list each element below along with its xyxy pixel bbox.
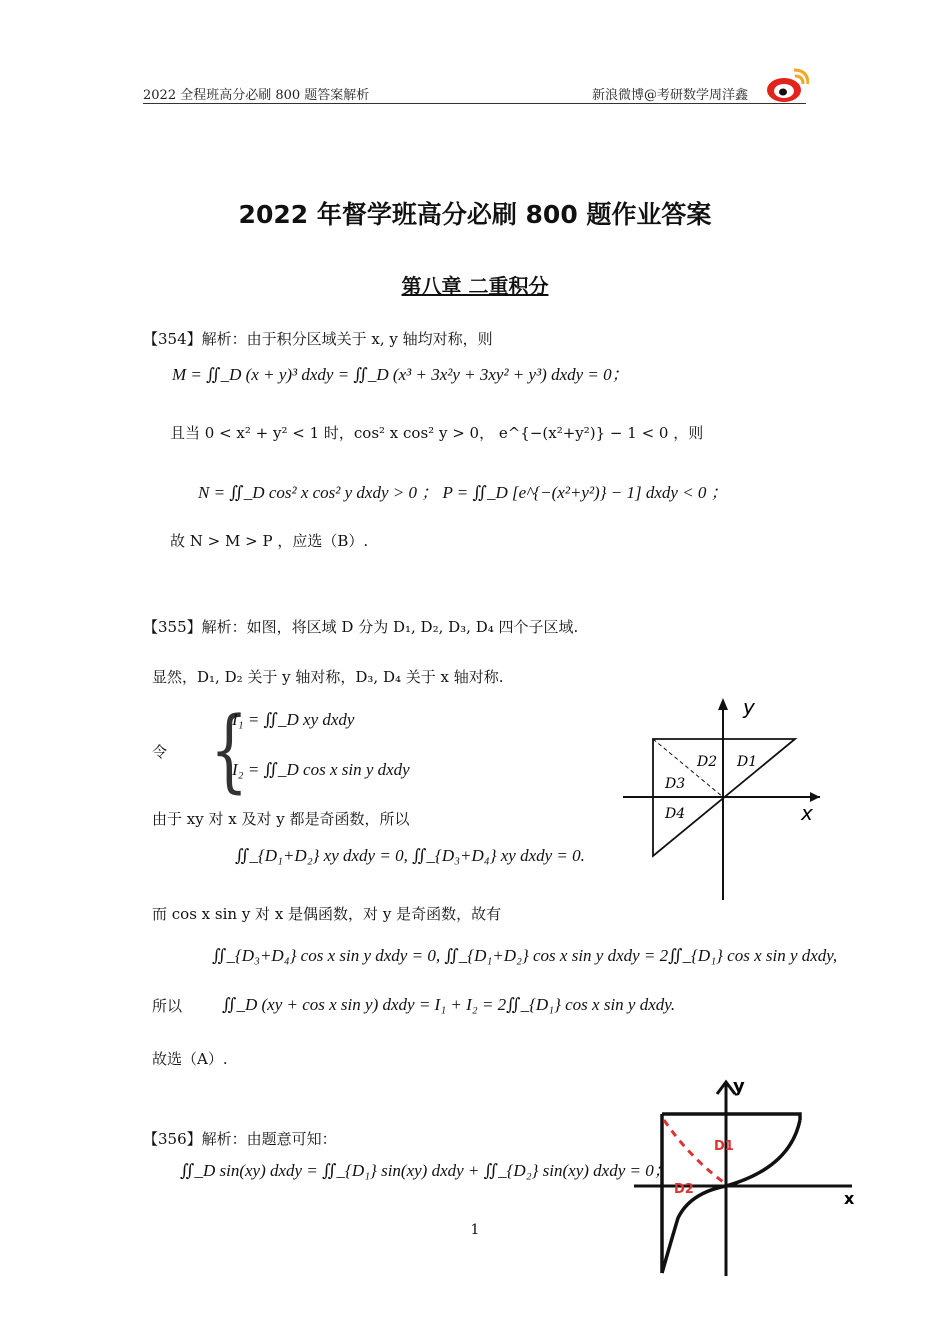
sketch-top-edge (662, 1114, 800, 1120)
fig355-x-label: x (801, 801, 813, 825)
p355-let: 令 (152, 743, 168, 761)
p355-eq3: ∬_{D₁+D₂} xy dxdy = 0, ∬_{D₃+D₄} xy dxdy = 0. (235, 846, 585, 865)
system-brace: { (210, 698, 249, 804)
p354-conclusion: 故 N > M > P ，应选（B）. (170, 532, 369, 550)
p356-eq1: ∬_D sin(xy) dxdy = ∬_{D₁} sin(xy) dxdy + ∬_{D₂} sin(xy) dxdy = 0； (180, 1161, 671, 1180)
p355-symmetry: 显然，D₁, D₂ 关于 y 轴对称，D₃, D₄ 关于 x 轴对称. (152, 668, 504, 686)
page-number: 1 (470, 1222, 480, 1238)
fig356-d1-label: D1 (714, 1139, 734, 1154)
p355-parity: 而 cos x sin y 对 x 是偶函数，对 y 是奇函数，故有 (152, 905, 502, 923)
header-rule (143, 103, 806, 104)
p355-eq5: ∬_D (xy + cos x sin y) dxdy = I₁ + I₂ = 2∬_{D₁} cos x sin y dxdy. (222, 995, 676, 1014)
p355-intro: 【355】解析：如图，将区域 D 分为 D₁, D₂, D₃, D₄ 四个子区域. (143, 618, 579, 636)
chapter-title: 第八章 二重积分 (401, 274, 549, 298)
fig356-y-label: y (733, 1078, 745, 1097)
header-right: 新浪微博@考研数学周洋鑫 (592, 88, 749, 103)
p354-eq1: M = ∬_D (x + y)³ dxdy = ∬_D (x³ + 3x²y + 3xy² + y³) dxdy = 0； (172, 365, 629, 384)
header-left: 2022 全程班高分必刷 800 题答案解析 (143, 88, 370, 103)
fig355-d1-label: D1 (737, 754, 758, 770)
fig355-d4-label: D4 (665, 806, 686, 822)
page-title: 2022 年督学班高分必刷 800 题作业答案 (238, 200, 712, 229)
p355-conclusion: 故选（A）. (152, 1050, 228, 1068)
p355-so: 所以 (152, 997, 183, 1015)
fig356-d2-label: D2 (674, 1182, 694, 1197)
p356-intro: 【356】解析：由题意可知： (143, 1130, 337, 1148)
fig355-d2-label: D2 (697, 754, 718, 770)
p355-i1: I₁ = ∬_D xy dxdy (232, 710, 355, 729)
figure-355-diagram (615, 692, 830, 904)
p355-i2: I₂ = ∬_D cos x sin y dxdy (232, 760, 410, 779)
y-axis-arrow-icon (718, 698, 728, 710)
p355-eq4: ∬_{D₃+D₄} cos x sin y dxdy = 0, ∬_{D₁+D₂} cos x sin y dxdy = 2∬_{D₁} cos x sin y dxdy, (212, 946, 838, 965)
weibo-logo-icon (765, 66, 809, 104)
figure-356-sketch (630, 1078, 865, 1278)
p354-intro: 【354】解析：由于积分区域关于 x, y 轴均对称，则 (143, 330, 493, 348)
p354-eq2: N = ∬_D cos² x cos² y dxdy > 0 ； P = ∬_D [e^{−(x²+y²)} − 1] dxdy < 0 ； (198, 483, 728, 502)
fig356-x-label: x (844, 1189, 855, 1208)
p354-condition: 且当 0 < x² + y² < 1 时，cos² x cos² y > 0， e^{−(x²+y²)} − 1 < 0 ，则 (170, 424, 704, 442)
fig355-y-label: y (743, 695, 755, 719)
fig355-d3-label: D3 (665, 776, 686, 792)
p355-odd: 由于 xy 对 x 及对 y 都是奇函数，所以 (152, 810, 410, 828)
